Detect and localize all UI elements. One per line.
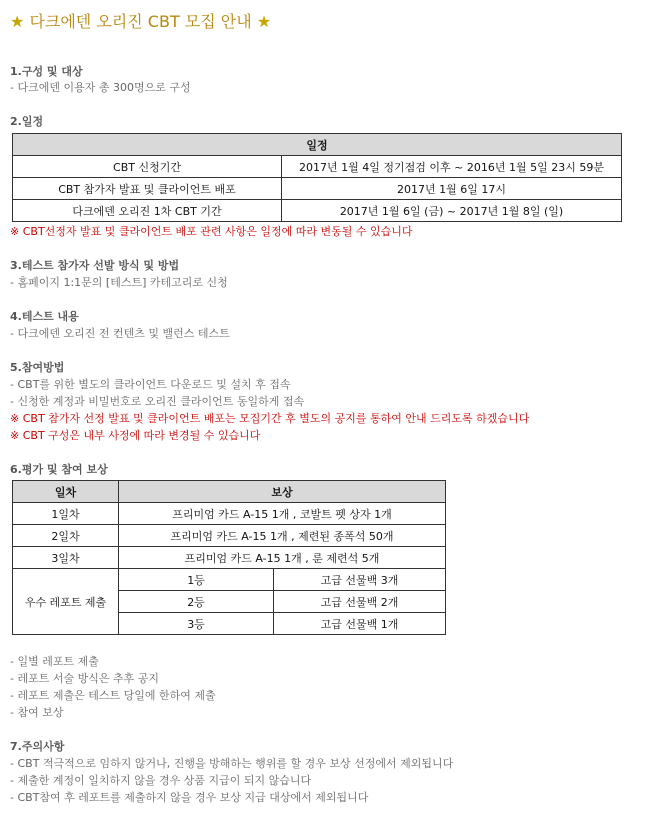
reward-day: 3일차 [13,547,119,569]
section-5-heading: 5.참여방법 [10,361,65,374]
schedule-value: 2017년 1월 6일 17시 [282,178,622,200]
section-5-note: ※ CBT 참가자 선정 발표 및 클라이언트 배포는 모집기간 후 별도의 공지를 통하여 안내 드리도록 하겠습니다 [10,412,530,425]
table-row [13,200,622,222]
section-5-line: - 신청한 계정과 비밀번호로 오리진 클라이언트 동일하게 접속 [10,395,305,408]
page-title [10,9,271,32]
star-icon: ★ [10,12,25,31]
section-7-heading: 7.주의사항 [10,740,65,753]
table-row [13,525,446,547]
report-reward: 고급 선물백 3개 [274,569,446,591]
reward-value: 프리미엄 카드 A-15 1개 , 제련된 종폭석 50개 [119,525,446,547]
schedule-table [12,133,622,222]
schedule-label: 다크에덴 오리진 1차 CBT 기간 [13,200,282,222]
reward-col-day: 일차 [13,481,119,503]
section-5-note: ※ CBT 구성은 내부 사정에 따라 변경될 수 있습니다 [10,429,261,442]
reward-day: 2일차 [13,525,119,547]
section-1-heading: 1.구성 및 대상 [10,65,83,78]
table-row [13,156,622,178]
table-row [13,547,446,569]
section-6-line: - 참여 보상 [10,706,64,719]
section-6-line: - 레포트 서술 방식은 추후 공지 [10,672,159,685]
reward-value: 프리미엄 카드 A-15 1개 , 코발트 펫 상자 1개 [119,503,446,525]
report-label: 우수 레포트 제출 [13,569,119,635]
schedule-label: CBT 신청기간 [13,156,282,178]
section-5-line: - CBT를 위한 별도의 클라이언트 다운로드 및 설치 후 접속 [10,378,291,391]
schedule-note: ※ CBT선정자 발표 및 클라이언트 배포 관련 사항은 일정에 따라 변동될 수 있습니다 [10,225,413,238]
section-4-heading: 4.테스트 내용 [10,310,79,323]
table-row [13,503,446,525]
section-2-heading: 2.일정 [10,115,44,128]
section-4-line: - 다크에덴 오리진 전 컨텐츠 및 밸런스 테스트 [10,327,230,340]
table-row [13,569,446,591]
title-text: 다크에덴 오리진 CBT 모집 안내 [29,12,252,31]
report-reward: 고급 선물백 1개 [274,613,446,635]
section-1-line: - 다크에덴 이용자 총 300명으로 구성 [10,81,191,94]
reward-value: 프리미엄 카드 A-15 1개 , 룬 제련석 5개 [119,547,446,569]
section-6-line: - 레포트 제출은 테스트 당일에 한하여 제출 [10,689,216,702]
reward-day: 1일차 [13,503,119,525]
section-7-line: - CBT참여 후 레포트를 제출하지 않을 경우 보상 지급 대상에서 제외됩니다 [10,791,369,804]
star-icon: ★ [256,12,272,31]
schedule-header: 일정 [13,134,622,156]
report-rank: 3등 [119,613,274,635]
section-6-heading: 6.평가 및 참여 보상 [10,463,108,476]
section-7-line: - 제출한 계정이 일치하지 않을 경우 상품 지급이 되지 않습니다 [10,774,312,787]
reward-col-reward: 보상 [119,481,446,503]
schedule-value: 2017년 1월 4일 정기점검 이후 ~ 2016년 1월 5일 23시 59분 [282,156,622,178]
table-row [13,178,622,200]
section-7-line: - CBT 적극적으로 임하지 않거나, 진행을 방해하는 행위를 할 경우 보상 선정에서 제외됩니다 [10,757,454,770]
section-3-line: - 홈페이지 1:1문의 [테스트] 카테고리로 신청 [10,276,228,289]
schedule-label: CBT 참가자 발표 및 클라이언트 배포 [13,178,282,200]
section-6-line: - 일별 레포트 제출 [10,655,99,668]
schedule-value: 2017년 1월 6일 (금) ~ 2017년 1월 8일 (일) [282,200,622,222]
report-reward: 고급 선물백 2개 [274,591,446,613]
reward-table [12,480,446,635]
report-rank: 1등 [119,569,274,591]
section-3-heading: 3.테스트 참가자 선발 방식 및 방법 [10,259,180,272]
report-rank: 2등 [119,591,274,613]
